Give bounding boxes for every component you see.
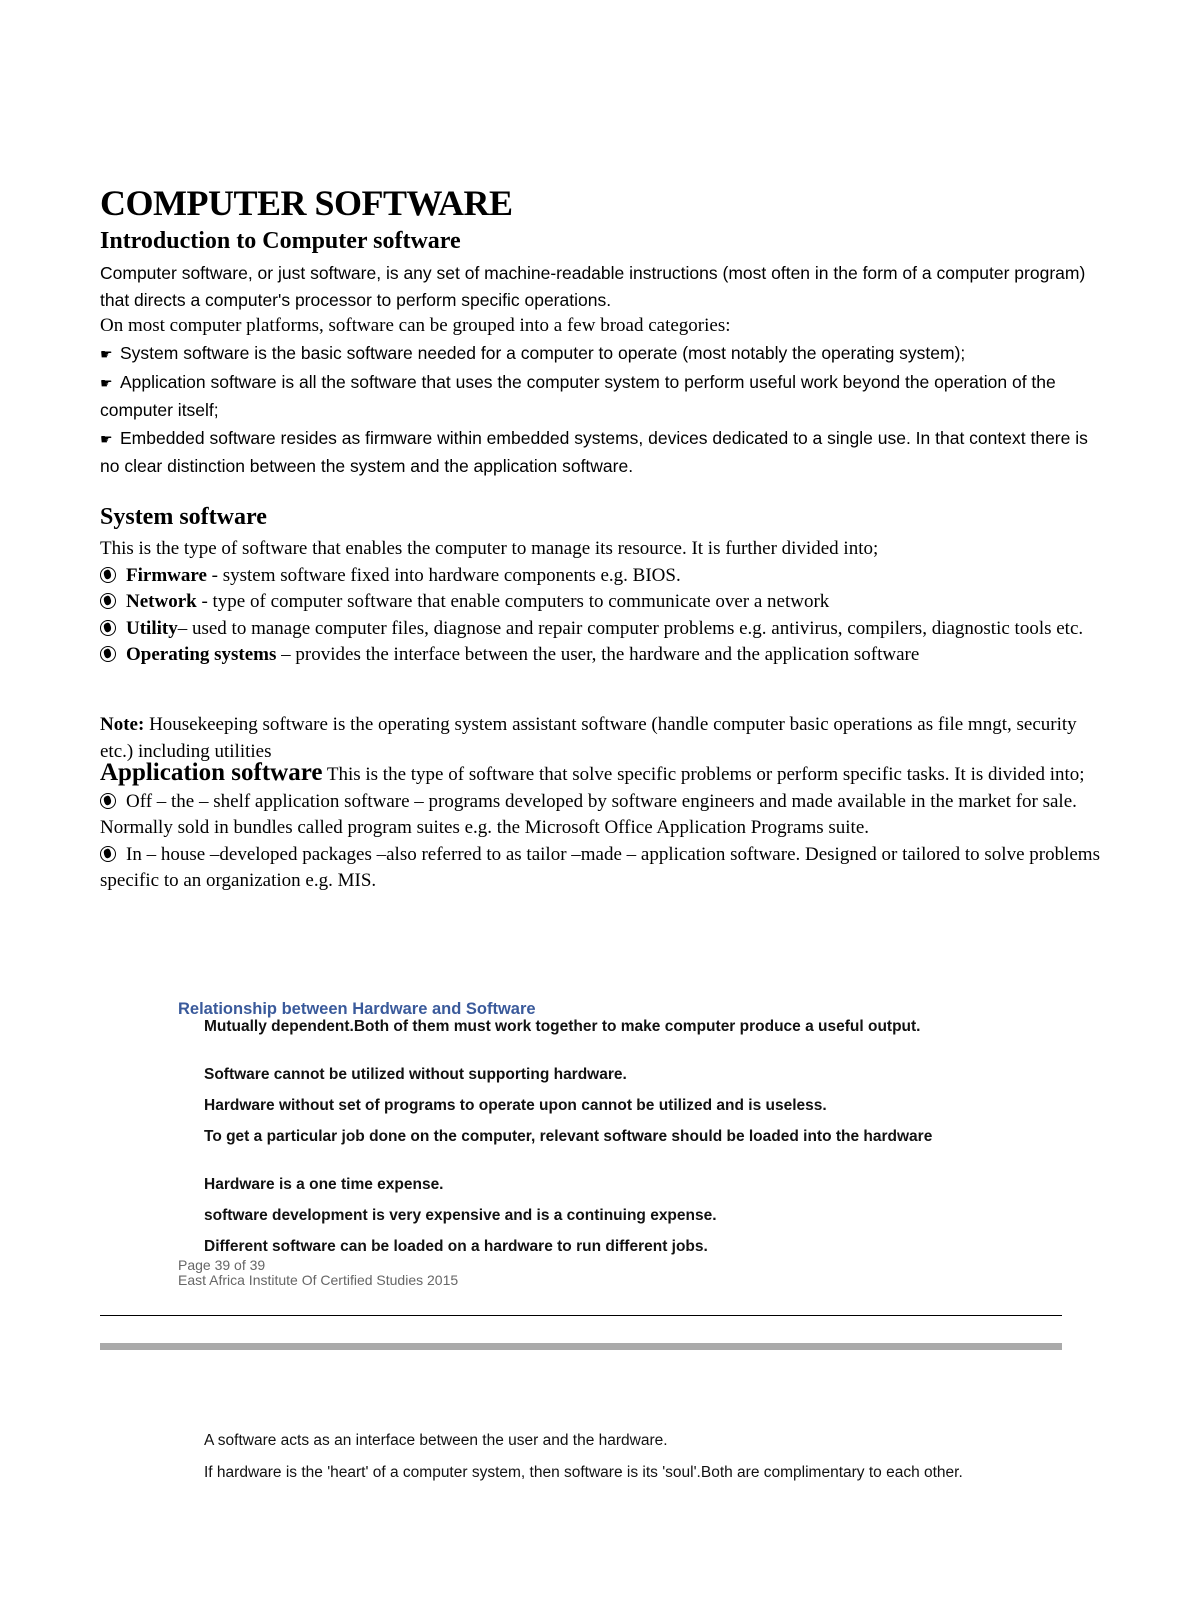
bullet-text: Application software is all the software that uses the computer system to perform useful work beyond the operation of the computer itself; [100, 372, 1056, 420]
list-item [178, 1464, 978, 1481]
application-software-body: This is the type of software that solve specific problems or perform specific tasks. It is divided into; [322, 764, 1085, 785]
relationship-line: Mutually dependent.Both of them must work together to make computer produce a useful output. [204, 1018, 921, 1035]
list-item [178, 1018, 1018, 1035]
list-item [178, 1128, 978, 1145]
list-item [178, 1238, 1018, 1255]
note-text: Housekeeping software is the operating system assistant software (handle computer basic operations as file mngt, security etc.) including utilities [100, 714, 1077, 762]
globe-icon [100, 793, 116, 809]
note-paragraph [100, 712, 1100, 765]
list-item [178, 1207, 1018, 1224]
note-label: Note: [100, 714, 145, 735]
intro-heading: Introduction to Computer software [100, 228, 461, 254]
bullet-text: Embedded software resides as firmware within embedded systems, devices dedicated to a single use. In that context there is no clear distinction between the system and the application software. [100, 428, 1088, 476]
system-software-section [100, 536, 1100, 669]
item-text: - type of computer software that enable computers to communicate over a network [196, 591, 830, 612]
relationship-title: Relationship between Hardware and Software [178, 1000, 536, 1018]
list-item [100, 842, 1100, 895]
list-item [100, 369, 1100, 424]
pointing-hand-icon: ☛ [100, 431, 113, 447]
globe-icon [100, 593, 116, 609]
pointing-hand-icon: ☛ [100, 375, 113, 391]
intro-lead: On most computer platforms, software can be grouped into a few broad categories: [100, 315, 731, 336]
list-item [100, 340, 1100, 368]
footer-page-number: Page 39 of 39 [178, 1257, 266, 1273]
list-item [178, 1066, 1018, 1083]
list-item [178, 1176, 1018, 1193]
item-text: In – house –developed packages –also referred to as tailor –made – application software. Designed or tailored to solve problems specific to an organization e.g. MIS. [100, 843, 1100, 891]
page-footer [178, 1258, 458, 1288]
list-item [178, 1097, 1018, 1114]
page-title: COMPUTER SOFTWARE [100, 183, 513, 223]
item-text: – provides the interface between the user, the hardware and the application software [276, 644, 920, 665]
globe-icon [100, 646, 116, 662]
system-software-intro: This is the type of software that enables the computer to manage its resource. It is further divided into; [100, 538, 879, 559]
item-term: Utility [126, 617, 178, 639]
list-item [100, 642, 1100, 669]
closing-line: A software acts as an interface between the user and the hardware. [204, 1432, 668, 1449]
pointing-hand-icon: ☛ [100, 346, 113, 362]
relationship-line: Hardware without set of programs to operate upon cannot be utilized and is useless. [204, 1097, 827, 1114]
application-software-heading: Application software [100, 759, 323, 786]
list-item [100, 425, 1100, 480]
item-term: Firmware [126, 564, 207, 586]
item-term: Operating systems [126, 644, 277, 665]
intro-definition: Computer software, or just software, is any set of machine-readable instructions (most often in the form of a computer program) that directs a computer's processor to perform specific operations. [100, 263, 1086, 310]
list-item [100, 616, 1100, 643]
relationship-line: software development is very expensive and is a continuing expense. [204, 1207, 717, 1224]
relationship-line: Software cannot be utilized without supporting hardware. [204, 1066, 627, 1083]
application-software-section [100, 760, 1100, 895]
list-item [178, 1432, 1018, 1449]
globe-icon [100, 567, 116, 583]
item-text: – used to manage computer files, diagnose and repair computer problems e.g. antivirus, compilers, diagnostic tools etc. [177, 617, 1084, 639]
bullet-text: System software is the basic software needed for a computer to operate (most notably the operating system); [120, 343, 966, 363]
application-software-intro [100, 760, 1100, 789]
intro-bullet-list [100, 340, 1100, 481]
relationship-line: Different software can be loaded on a hardware to run different jobs. [204, 1238, 708, 1255]
list-item [100, 589, 1100, 616]
list-item [100, 789, 1100, 842]
item-text: Off – the – shelf application software – programs developed by software engineers and made available in the market for sale. Normally sold in bundles called program suites e.g. the Microsoft Office Application Programs suite. [100, 790, 1077, 838]
divider-thick [100, 1343, 1062, 1350]
closing-line: If hardware is the 'heart' of a computer system, then software is its 'soul'.Both are complimentary to each other. [204, 1464, 963, 1481]
item-term: Network [126, 591, 197, 612]
item-text: - system software fixed into hardware components e.g. BIOS. [206, 564, 681, 586]
divider-thin [100, 1315, 1062, 1316]
system-software-heading: System software [100, 504, 267, 530]
globe-icon [100, 620, 116, 636]
relationship-line: Hardware is a one time expense. [204, 1176, 444, 1193]
footer-organization: East Africa Institute Of Certified Studies 2015 [178, 1272, 459, 1288]
relationship-line: To get a particular job done on the computer, relevant software should be loaded into the hardware [204, 1128, 933, 1145]
list-item [100, 563, 1100, 590]
globe-icon [100, 846, 116, 862]
